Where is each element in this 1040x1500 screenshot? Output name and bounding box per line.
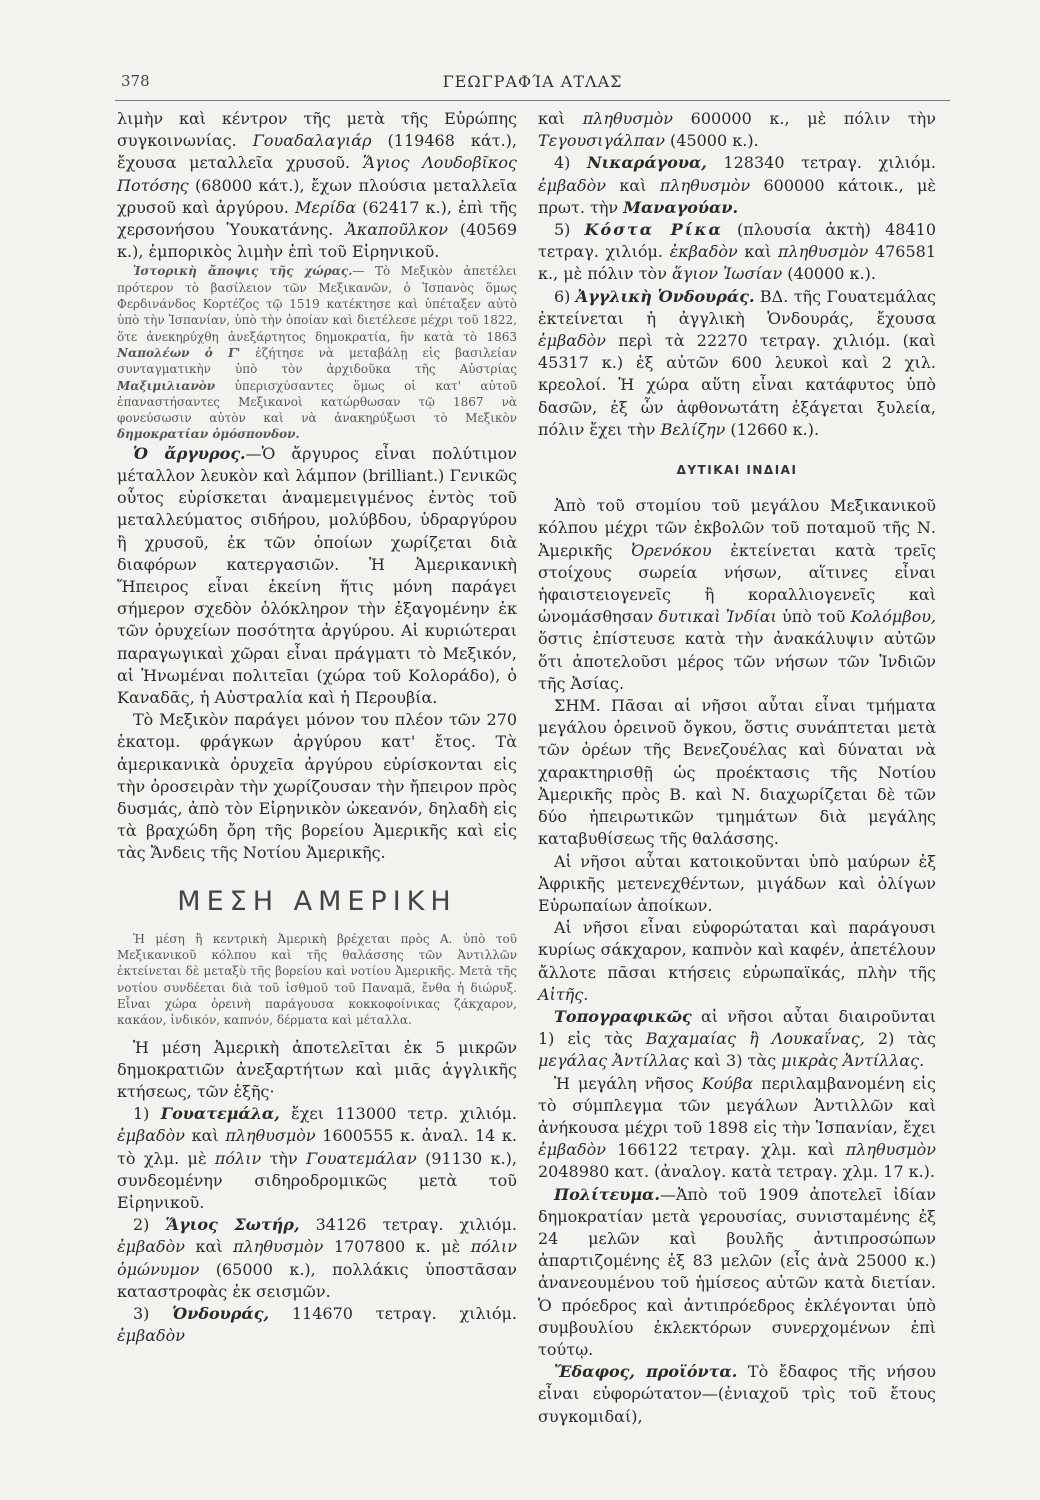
costa-rica-entry: 5) Κόστα Ρίκα (πλουσία ἀκτὴ) 48410 τετραγ. χιλιόμ. ἐκβαδὸν καὶ πληθυσμὸν 476581 κ., μὲ πόλιν τὸν ἅγιον Ἰωσίαν (40000 κ.). (538, 220, 937, 284)
header-rule (115, 100, 950, 101)
mexico-history-paragraph: Ἱστορικὴ ἄποψις τῆς χώρας.— Τὸ Μεξικὸν ἀπετέλει πρότερον τὸ βασίλειον τῶν Μεξικανῶν, ὁ Ἱσπανὸς ὅμως Φερδινάνδος Κορτέζος τῷ 1519 κατέκτησε καὶ ὑπέταξεν αὐτὸ ὑπὸ τὴν Ἱσπανίαν, ὑπὸ τὴν ὁποίαν καὶ διετέλεσε μέχρι τοῦ 1822, ὅτε ἀνεκηρύχθη ἀνεξάρτητος δημοκρατία, ἣν κατὰ τὸ 1863 Ναπολέων ὁ Γ' ἐζήτησε νὰ μεταβάλῃ εἰς βασιλείαν συνταγματικὴν ὑπὸ τὸν ἀρχιδοῦκα τῆς Αὐστρίας Μαξιμιλιανὸν ὑπερισχύσαντες ὅμως οἱ κατ' αὐτοῦ ἐπαναστήσαντες Μεξικανοὶ κατώρθωσαν τῷ 1867 νὰ φονεύσωσιν αὐτὸν καὶ νὰ ἀνακηρύξωσι τὸ Μεξικὸν δημοκρατίαν ὁμόσπονδον. (117, 264, 517, 442)
honduras-entry-continued: καὶ πληθυσμὸν 600000 κ., μὲ πόλιν τὴν Τεγουσιγάλπαν (45000 κ.). (538, 109, 936, 151)
government-paragraph: Πολίτευμα.—Ἀπὸ τοῦ 1909 ἀποτελεῖ ἰδίαν δημοκρατίαν μετὰ γερουσίας, συνισταμένης ἐξ 24 μελῶν καὶ βουλῆς ἀντιπροσώπων ἀπαρτιζομένης ἐξ 83 μελῶν (εἷς ἀνὰ 25000 κ.) ἀνανεουμένου τοῦ ἡμίσεος αὐτῶν κατὰ διετίαν. Ὁ πρόεδρος καὶ ἀντιπρόεδρος ἐκλέγονται ὑπὸ συμβουλίου ἐκλεκτόρων συνερχομένων ἐπὶ τούτῳ. (538, 1184, 936, 1359)
west-indies-products: Αἱ νῆσοι εἶναι εὐφορώταται καὶ παράγουσι κυρίως σάκχαρον, καπνὸν καὶ καφέν, ἀπετέλουν ἄλλοτε πᾶσαι κτήσεις εὐρωπαϊκάς, πλὴν τῆς Αἰτῆς. (538, 918, 936, 1004)
left-column (117, 108, 517, 1347)
west-indies-note: ΣΗΜ. Πᾶσαι αἱ νῆσοι αὗται εἶναι τμήματα μεγάλου ὀρεινοῦ ὄγκου, ὅστις συνάπτεται μετὰ τῶν ὀρέων τῆς Βενεζουέλας καὶ δύναται νὰ χαρακτηρισθῇ ὡς προέκτασις τῆς Νοτίου Ἀμερικῆς πρὸς Β. καὶ Ν. διαχωρίζεται δὲ τῶν δύο ἠπειρωτικῶν τμημάτων διὰ μεγάλης καταβυθίσεως τῆς θαλάσσης. (538, 696, 936, 849)
central-america-states-paragraph: Ἡ μέση Ἀμερικὴ ἀποτελεῖται ἐκ 5 μικρῶν δημοκρατιῶν ἀνεξαρτήτων καὶ μιᾶς ἀγγλικῆς κτήσεως, τῶν ἑξῆς· (117, 1037, 517, 1101)
silver-paragraph: Ὁ ἄργυρος.—Ὁ ἄργυρος εἶναι πολύτιμον μέταλλον λευκὸν καὶ λάμπον (brilliant.) Γενικῶς οὗτος εὑρίσκεται ἀναμεμειγμένος ἐντὸς τοῦ μεταλλεύματος σιδήρου, μολύβδου, ὑδραργύρου ἢ χρυσοῦ, ἐκ τῶν ὁποίων χωρίζεται διὰ διαφόρων κατεργασιῶν. Ἡ Ἀμερικανικὴ Ἤπειρος εἶναι ἐκείνη ἥτις μόνη παράγει σήμερον σχεδὸν ὁλόκληρον τὴν ἐξαγομένην ἐκ τῶν ὀρυχείων ποσότητα ἀργύρου. Αἱ κυριώτεραι παραγωγικαὶ χῶραι εἶναι πράγματι τὸ Μεξικόν, αἱ Ἡνωμέναι πολιτεῖαι (χώρα τοῦ Κολοράδο), ὁ Καναδᾶς, ἡ Αὐστραλία καὶ ἡ Περουβία. (117, 443, 518, 707)
right-column (538, 108, 936, 1428)
central-america-intro: Ἡ μέση ἢ κεντρικὴ Ἀμερικὴ βρέχεται πρὸς Α. ὑπὸ τοῦ Μεξικανικοῦ κόλπου καὶ τῆς θαλάσσης τῶν Ἀντιλλῶν ἐκτείνεται δὲ μεταξὺ τῆς βορείου καὶ νοτίου Ἀμερικῆς. Μετὰ τῆς νοτίου συνδέεται διὰ τοῦ ἰσθμοῦ τοῦ Παναμᾶ, ἔνθα ἡ διώρυξ. Εἶναι χώρα ὀρεινὴ παράγουσα κοκκοφοίνικας ζάκχαρον, κακάον, ἰνδικόν, καπνόν, δέρματα καὶ μέταλλα. (117, 931, 517, 1028)
section-title-central-america: ΜΕΣΗ ΑΜΕΡΙΚΗ (177, 885, 457, 917)
running-header (115, 72, 950, 96)
silver-production-paragraph: Τὸ Μεξικὸν παράγει μόνον του πλέον τῶν 270 ἑκατομ. φράγκων ἀργύρου κατ' ἔτος. Τὰ ἀμερικανικὰ ὀρυχεῖα ἀργύρου εὑρίσκονται εἰς τὴν ὀροσειρὰν τὴν χωρίζουσαν τὴν ἤπειρον πρὸς δυσμάς, ἀπὸ τὸν Εἰρηνικὸν ὠκεανόν, δηλαδὴ εἰς τὰ βραχώδη ὄρη τῆς βορείου Ἀμερικῆς καὶ εἰς τὰς Ἄνδεις τῆς Νοτίου Ἀμερικῆς. (117, 710, 517, 863)
cuba-paragraph: Ἡ μεγάλη νῆσος Κούβα περιλαμβανομένη εἰς τὸ σύμπλεγμα τῶν μεγάλων Ἀντιλλῶν καὶ ἀνήκουσα μέχρι τοῦ 1898 εἰς τὴν Ἱσπανίαν, ἔχει ἐμβαδὸν 166122 τετραγ. χλμ. καὶ πληθυσμὸν 2048980 κατ. (ἀναλογ. κατὰ τετραγ. χλμ. 17 κ.). (538, 1073, 937, 1182)
west-indies-population: Αἱ νῆσοι αὗται κατοικοῦνται ὑπὸ μαύρων ἐξ Ἀφρικῆς μετενεχθέντων, μιγάδων καὶ ὀλίγων Εὐρωπαίων ἀποίκων. (538, 851, 936, 915)
section-title-west-indies: ΔΥΤΙΚΑΙ ΙΝΔΙΑΙ (676, 463, 798, 478)
running-title: ΓΕΩΓΡΑΦΊΑ ΑΤΛΑΣ (442, 72, 623, 91)
west-indies-intro: Ἀπὸ τοῦ στομίου τοῦ μεγάλου Μεξικανικοῦ κόλπου μέχρι τῶν ἐκβολῶν τοῦ ποταμοῦ τῆς Ν. Ἀμερικῆς Ὀρενόκου ἐκτείνεται κατὰ τρεῖς στοίχους σωρεία νήσων, αἵτινες εἶναι ἡφαιστειογενεῖς ἢ κοραλλιογενεῖς καὶ ὠνομάσθησαν δυτικαὶ Ἰνδίαι ὑπὸ τοῦ Κολόμβου, ὅστις ἐπίστευσε κατὰ τὴν ἀνακάλυψιν αὐτῶν ὅτι ἀποτελοῦσι μέρος τῶν νήσων τῶν Ἰνδιῶν τῆς Ἀσίας. (538, 496, 937, 693)
el-salvador-entry: 2) Ἅγιος Σωτήρ, 34126 τετραγ. χιλιόμ. ἐμβαδὸν καὶ πληθυσμὸν 1707800 κ. μὲ πόλιν ὁμώνυμον (65000 κ.), πολλάκις ὑποστᾶσαν καταστροφὰς ἐκ σεισμῶν. (117, 1215, 518, 1301)
soil-products-paragraph: Ἔδαφος, προϊόντα. Τὸ ἔδαφος τῆς νήσου εἶναι εὐφορώτατον—(ἐνιαχοῦ τρὶς τοῦ ἔτους συγκομιδαί), (538, 1362, 936, 1426)
mexico-cities-paragraph: λιμὴν καὶ κέντρον τῆς μετὰ τῆς Εὐρώπης συγκοινωνίας. Γουαδαλαγιάρ (119468 κάτ.), ἔχουσα μεταλλεῖα χρυσοῦ. Ἅγιος Λουδοβῖκος Ποτόσης (68000 κάτ.), ἔχων πλούσια μεταλλεῖα χρυσοῦ καὶ ἀργύρου. Μερίδα (62417 κ.), ἐπὶ τῆς χερσονήσου Ὑουκατάνης. Ἀκαποῦλκον (40569 κ.), ἐμπορικὸς λιμὴν ἐπὶ τοῦ Εἰρηνικοῦ. (117, 109, 518, 262)
british-honduras-entry: 6) Ἀγγλικὴ Ὁνδουράς. ΒΔ. τῆς Γουατεμάλας ἐκτείνεται ἡ ἀγγλικὴ Ὁνδουράς, ἔχουσα ἐμβαδὸν περὶ τὰ 22270 τετραγ. χιλιόμ. (καὶ 45317 κ.) ἐξ αὐτῶν 600 λευκοὶ καὶ 2 χιλ. κρεολοί. Ἡ χώρα αὕτη εἶναι κατάφυτος ὑπὸ δασῶν, ἐξ ὧν ἀφθονωτάτη ἐξάγεται ξυλεία, πόλιν ἔχει τὴν Βελίζην (12660 κ.). (538, 286, 936, 439)
nicaragua-entry: 4) Νικαράγουα, 128340 τετραγ. χιλιόμ. ἐμβαδὸν καὶ πληθυσμὸν 600000 κάτοικ., μὲ πρωτ. τὴν Μαναγούαν. (538, 153, 937, 217)
guatemala-entry: 1) Γουατεμάλα, ἔχει 113000 τετρ. χιλιόμ. ἐμβαδὸν καὶ πληθυσμὸν 1600555 κ. ἀναλ. 14 κ. τὸ χλμ. μὲ πόλιν τὴν Γουατεμάλαν (91130 κ.), συνδεομένην σιδηροδρομικῶς μετὰ τοῦ Εἰρηνικοῦ. (117, 1104, 518, 1212)
page-number: 378 (121, 72, 150, 90)
honduras-entry: 3) Ὁνδουράς, 114670 τετραγ. χιλιόμ. ἐμβαδὸν (117, 1303, 517, 1346)
topography-paragraph: Τοπογραφικῶς αἱ νῆσοι αὗται διαιροῦνται 1) εἰς τὰς Βαχαμαίας ἢ Λουκαΐνας, 2) τὰς μεγάλας Ἀντίλλας καὶ 3) τὰς μικρὰς Ἀντίλλας. (538, 1006, 936, 1071)
